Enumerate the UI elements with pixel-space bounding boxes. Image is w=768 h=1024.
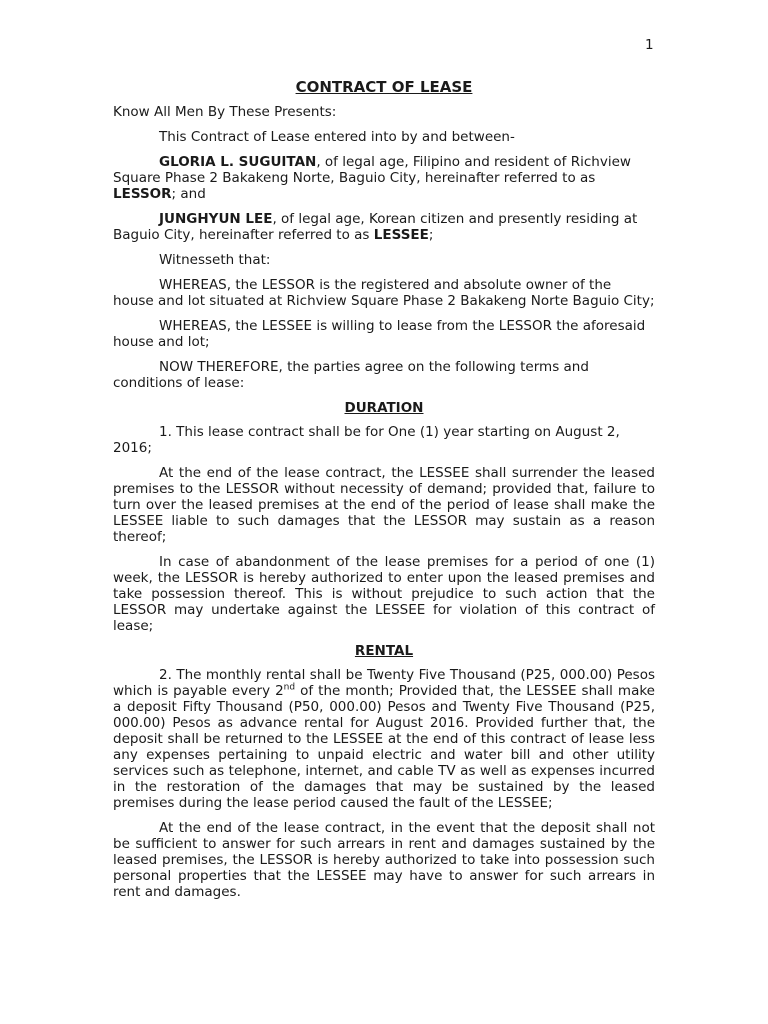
duration-heading: DURATION [344,400,424,416]
whereas-paragraph-1: WHEREAS, the LESSOR is the registered and absolute owner of the house and lot situated at Richview Square Phase 2 Bakakeng Norte Baguio City; [113,277,655,309]
rental-heading: RENTAL [354,643,414,659]
lessor-name: GLORIA L. SUGUITAN [159,154,317,170]
ordinal-suffix: nd [283,682,296,693]
lessor-description: , of legal age, Filipino and resident of Richview Square Phase 2 Bakakeng Norte, Baguio City, hereinafter referred to as [113,154,631,186]
duration-paragraph-3: In case of abandonment of the lease premises for a period of one (1) week, the LESSOR is hereby authorized to enter upon the leased premises and take possession thereof. This is without prejudice to such action that the LESSOR may undertake against the LESSEE for violation of this contract of lease; [113,554,655,634]
lessor-role: LESSOR [113,186,172,202]
rental-text-a: 2. The monthly rental shall be Twenty Five Thousand (P25, 000.00) Pesos which is payable every 2 [113,667,655,699]
lessor-tail: ; and [171,186,206,202]
intro-paragraph: This Contract of Lease entered into by and between- [159,129,515,145]
document-body [113,77,655,909]
rental-text-b: of the month; Provided that, the LESSEE shall make a deposit Fifty Thousand (P50, 000.00) Pesos and Twenty Five Thousand (P25, 000.00) Pesos as advance rental for August 2016. Provided further that, the deposit shall be returned to the LESSEE at the end of this contract of lease less any expenses pertaining to unpaid electric and water bill and other utility services such as telephone, internet, and cable TV as well as expenses incurred in the restoration of the damages that may be sustained by the leased premises during the lease period caused the fault of the LESSEE; [113,683,655,811]
lessee-role: LESSEE [373,227,429,243]
whereas-paragraph-2: WHEREAS, the LESSEE is willing to lease from the LESSOR the aforesaid house and lot; [113,318,646,350]
rental-paragraph-2: At the end of the lease contract, in the event that the deposit shall not be sufficient to answer for such arrears in rent and damages sustained by the leased premises, the LESSOR is hereby authorized to take into possession such personal properties that the LESSEE may have to answer for such arrears in rent and damages. [113,820,655,900]
duration-paragraph-2: At the end of the lease contract, the LESSEE shall surrender the leased premises to the LESSOR without necessity of demand; provided that, failure to turn over the leased premises at the end of the period of lease shall make the LESSEE liable to such damages that the LESSOR may sustain as a reason thereof; [113,465,655,545]
witnesseth: Witnesseth that: [159,252,271,268]
salutation: Know All Men By These Presents: [113,104,337,120]
document-title: CONTRACT OF LEASE [295,78,473,96]
lessor-party-paragraph [113,154,655,202]
rental-paragraph-1 [113,667,655,811]
lessee-tail: ; [428,227,434,243]
lessee-description: , of legal age, Korean citizen and presently residing at Baguio City, hereinafter referred to as [113,211,638,243]
lessee-party-paragraph [113,211,655,243]
lessee-name: JUNGHYUN LEE [159,211,273,227]
now-therefore-paragraph: NOW THEREFORE, the parties agree on the following terms and conditions of lease: [113,359,589,391]
duration-paragraph-1: 1. This lease contract shall be for One (1) year starting on August 2, 2016; [113,424,620,456]
page-number: 1 [645,37,654,53]
